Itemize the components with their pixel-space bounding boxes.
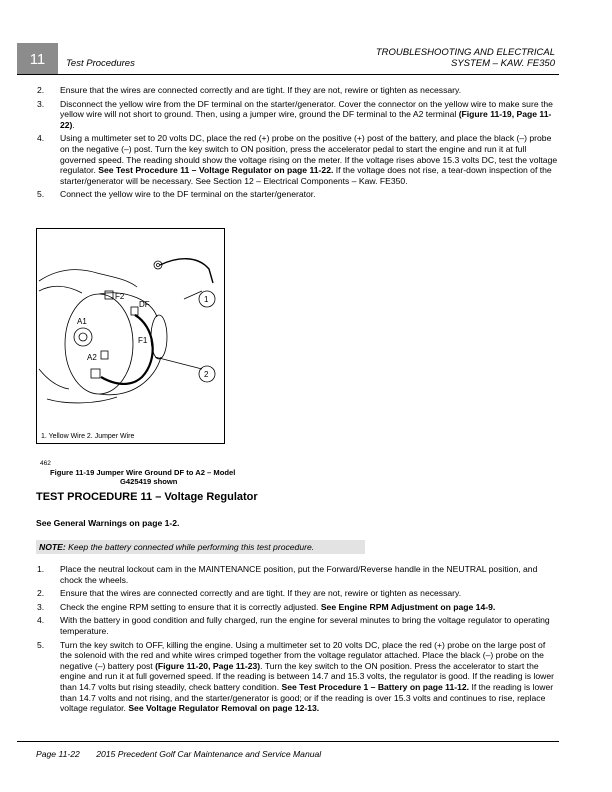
figure-caption <box>50 468 235 486</box>
note-label: NOTE: <box>39 542 66 552</box>
general-warnings-link: See General Warnings on page 1-2. <box>36 518 180 528</box>
section-heading: TEST PROCEDURE 11 – Voltage Regulator <box>36 491 258 503</box>
label-df: DF <box>139 300 150 309</box>
note-text: Keep the battery connected while performing this test procedure. <box>65 542 315 552</box>
list-item: 4. With the battery in good condition and fully charged, run the engine for several minutes to bring the voltage regulator to operating temperature. <box>37 615 550 636</box>
callout-2: 2 <box>204 370 209 379</box>
header-rule <box>17 74 559 75</box>
list-item: 3. Disconnect the yellow wire from the DF terminal on the starter/generator. Cover the connector on the yellow wire to make sure the yellow wire will not short to ground. Then, using a jumper wire, ground the DF terminal to the A2 terminal (Figure 11-19, Page 11-22). <box>37 98 553 130</box>
figure-caption-line2: G425419 shown <box>120 477 178 486</box>
list-item: 1. Place the neutral lockout cam in the MAINTENANCE position, put the Forward/Reverse handle in the NEUTRAL position, and chock the wheels. <box>37 564 538 585</box>
list-item: 4. Using a multimeter set to 20 volts DC, place the red (+) probe on the positive (+) post of the battery, and place the black (–) probe on the negative (–) post. Turn the key switch to ON position, press the accelerator pedal to start the engine and run it at full governed speed. The reading should show the voltage rising on the meter. If the voltage rises above 15.3 volts DC, test the voltage regulator. See Test Procedure 11 – Voltage Regulator on page 11-22. If the voltage does not rise, a tear-down inspection of the starter/generator will be necessary. See Section 12 – Electrical Components – Kaw. FE350. <box>37 133 558 186</box>
callout-1: 1 <box>204 295 209 304</box>
steps-top-list <box>37 85 559 203</box>
header-title-line2: SYSTEM – KAW. FE350 <box>450 58 555 69</box>
chapter-tab <box>17 43 58 75</box>
figure-caption-line1: Figure 11-19 Jumper Wire Ground DF to A2 – Model <box>50 468 236 477</box>
list-item: 2. Ensure that the wires are connected correctly and are tight. If they are not, rewire or tighten as necessary. <box>37 85 462 95</box>
header-title <box>376 47 555 69</box>
starter-generator-illustration <box>37 229 224 443</box>
figure-number: 462 <box>40 460 51 467</box>
manual-title: 2015 Precedent Golf Car Maintenance and Service Manual <box>96 749 322 759</box>
figure-11-19 <box>36 228 225 444</box>
chapter-number: 11 <box>29 50 46 68</box>
label-a2: A2 <box>87 353 97 362</box>
label-a1: A1 <box>77 317 87 326</box>
label-f2: F2 <box>115 292 125 301</box>
section-name: Test Procedures <box>66 58 135 69</box>
header-title-line1: TROUBLESHOOTING AND ELECTRICAL <box>375 47 555 58</box>
note-box <box>36 540 365 554</box>
page-footer <box>36 749 335 759</box>
page-number: Page 11-22 <box>36 749 80 759</box>
list-item: 5. Connect the yellow wire to the DF terminal on the starter/generator. <box>37 189 316 200</box>
list-item: 3. Check the engine RPM setting to ensure that it is correctly adjusted. See Engine RPM Adjustment on page 14-9. <box>37 601 496 612</box>
list-item: 5. Turn the key switch to OFF, killing the engine. Using a multimeter set to 20 volts DC, place the red (+) probe on the large post of the solenoid with the red and white wires crimped together from the voltage regulator attached. Place the black (–) probe on the negative (–) battery post (Figure 11-20, Page 11-23). Turn the key switch to the ON position. Press the accelerator to start the engine and run it at full governed speed. If the reading is between 14.7 and 15.3 volts, the regulator is good. If the reading is lower than 14.7 volts but rising steadily, check battery condition. See Test Procedure 1 – Battery on page 11-12. If the reading is lower than 14.7 volts and not rising, and the starter/generator is good; or if the reading is over 15.3 volts and continues to rise, replace voltage regulator. See Voltage Regulator Removal on page 12-13. <box>37 639 554 714</box>
footer-rule <box>17 741 559 742</box>
figure-legend: 1. Yellow Wire 2. Jumper Wire <box>41 433 135 440</box>
steps-bottom-list <box>37 564 559 717</box>
label-f1: F1 <box>138 336 148 345</box>
list-item: 2. Ensure that the wires are connected correctly and are tight. If they are not, rewire or tighten as necessary. <box>37 588 462 599</box>
